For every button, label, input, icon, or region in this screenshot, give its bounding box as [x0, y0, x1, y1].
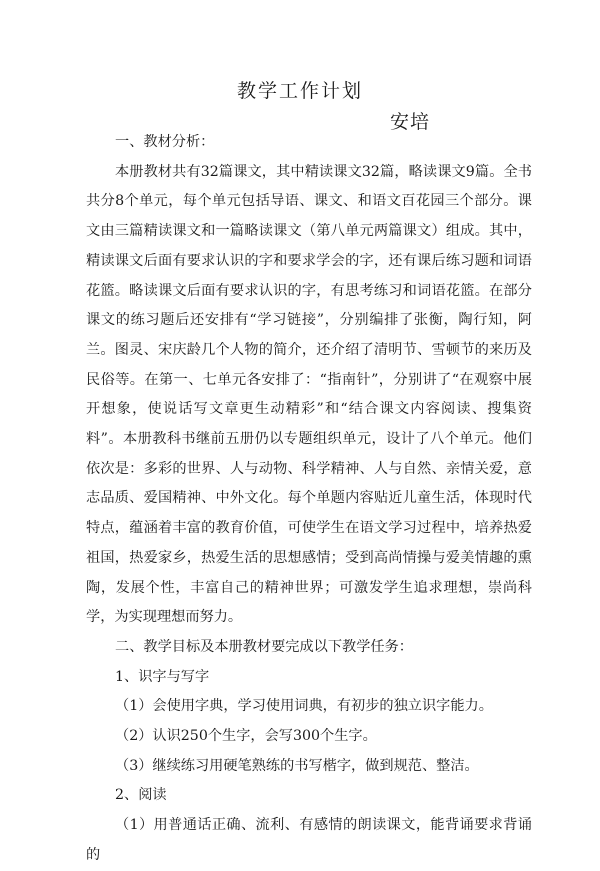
document-author: 安培 — [390, 111, 431, 133]
subsection1-item-2: （2）认识250个生字，会写300个生字。 — [115, 728, 377, 745]
subsection2-item-1: （1）用普通话正确、流利、有感情的朗读课文，能背诵要求背诵的 — [86, 817, 532, 863]
section1-heading: 一、教材分析： — [115, 134, 215, 150]
section1-paragraph: 本册教材共有32篇课文，其中精读课文32篇，略读课文9篇。全书共分8个单元，每个单元包括导语、课文、和语文百花园三个部分。课文由三篇精读课文和一篇略读课文（第八单元两篇课文）组成。其中，精读课文后面有要求认识的字和要求学会的字，还有课后练习题和词语花篮。略读课文后面有要求认识的字，有思考练习和词语花篮。在部分课文的练习题后还安排有“学习链接”，分别编排了张衡，陶行知，阿兰。图灵、宋庆龄几个人物的简介，还介绍了清明节、雪顿节的来历及民俗等。在第一、七单元各安排了：“指南针”，分别讲了“在观察中展开想象，使说话写文章更生动精彩”和“结合课文内容阅读、搜集资料”。本册教科书继前五册仍以专题组织单元，设计了八个单元。他们依次是：多彩的世界、人与动物、科学精神、人与自然、亲情关爱，意志品质、爱国精神、中外文化。每个单题内容贴近儿童生活，体现时代特点，蕴涵着丰富的教育价值，可使学生在语文学习过程中，培养热爱祖国，热爱家乡，热爱生活的思想感情；受到高尚情操与爱美情趣的熏陶，发展个性，丰富自己的精神世界；可激发学生追求理想，崇尚科学，为实现理想而努力。 — [86, 163, 532, 626]
subsection2-heading: 2、阅读 — [115, 787, 167, 804]
document-title: 教学工作计划 — [236, 80, 363, 102]
document-body — [86, 128, 532, 871]
subsection1-heading: 1、识字与写字 — [115, 668, 210, 685]
subsection1-item-1: （1）会使用字典，学习使用词典，有初步的独立识字能力。 — [115, 698, 493, 715]
section2-heading: 二、教学目标及本册教材要完成以下教学任务： — [115, 638, 413, 655]
subsection1-item-3: （3）继续练习用硬笔熟练的书写楷字，做到规范、整洁。 — [115, 757, 479, 774]
